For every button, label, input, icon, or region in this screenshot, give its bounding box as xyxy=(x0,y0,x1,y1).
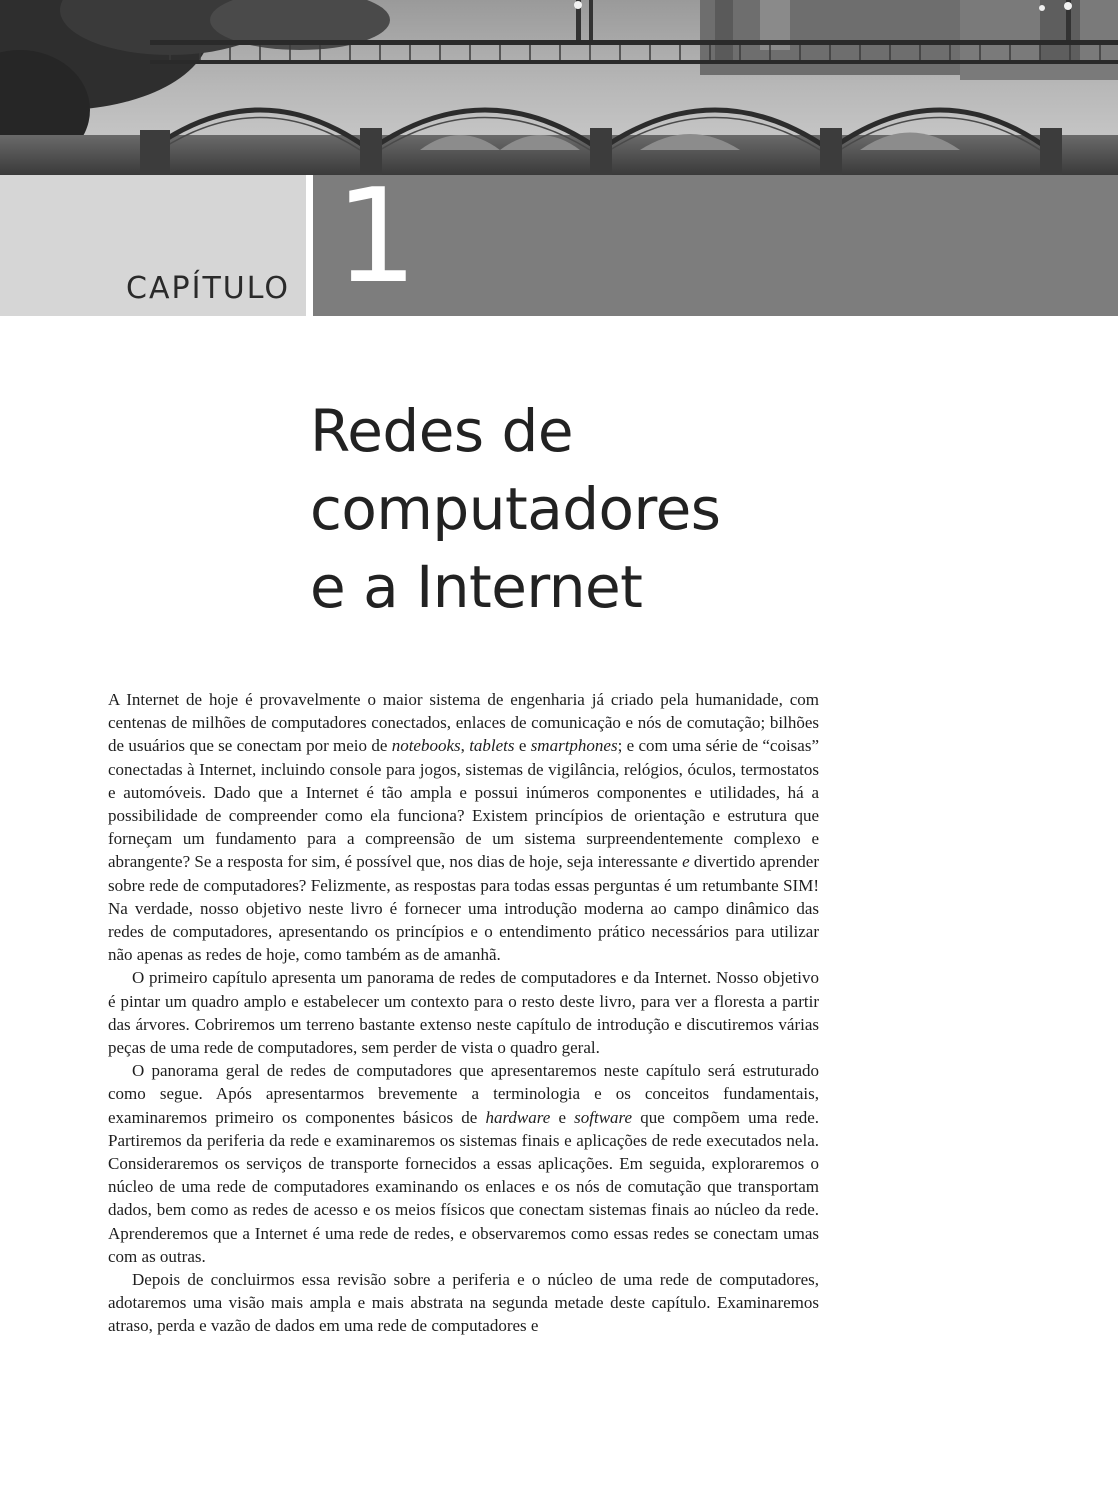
italic-term: hardware xyxy=(485,1107,551,1127)
italic-term: e xyxy=(682,852,690,872)
italic-term: tablets xyxy=(469,736,515,756)
text-run: e xyxy=(550,1107,575,1127)
chapter-label: CAPÍTULO xyxy=(126,271,290,306)
chapter-title-line: Redes de xyxy=(310,397,574,465)
chapter-title-line: computadores xyxy=(310,475,721,543)
paragraph xyxy=(108,688,819,966)
paragraph: Depois de concluirmos essa revisão sobre a periferia e o núcleo de uma rede de computadores, adotaremos uma visão mais ampla e mais abstrata na segunda metade deste capítulo. Examinaremos atraso, perda e vazão de dados em uma rede de computadores e xyxy=(108,1270,819,1336)
chapter-label-panel xyxy=(0,175,306,316)
text-run: ; e com uma série de “coisas” conectadas à Internet, incluindo console para jogos, sistemas de vigilância, relógios, óculos, termostatos e automóveis. Dado que a Internet é tão ampla e possui inúmeros componentes e utilidades, há a possibilidade de compreender como ela funciona? Existem princípios de orientação e estrutura que forneçam um fundamento para a compreensão de um sistema surpreendentemente complexo e abrangente? Se a resposta for sim, é possível que, nos dias de hoje, seja interessante xyxy=(108,736,820,872)
text-run: O panorama geral de redes de computadores que apresentaremos neste capítulo será estruturado como segue. Após apresentarmos brevemente a terminologia e os conceitos fundamentais, examinaremos primeiro os componentes básicos de xyxy=(108,1061,819,1127)
chapter-title-line: e a Internet xyxy=(310,553,643,621)
text-run: divertido aprender sobre rede de computadores? Felizmente, as respostas para todas essas perguntas é um retumbante SIM! Na verdade, nosso objetivo neste livro é fornecer uma introdução moderna ao campo dinâmico das redes de computadores, apresentando os princípios e o entendimento prático necessários para utilizar não apenas as redes de hoje, como também as de amanhã. xyxy=(108,852,819,965)
text-run: e xyxy=(514,736,531,756)
chapter-number: 1 xyxy=(335,160,418,312)
body-text xyxy=(108,688,819,1338)
paragraph xyxy=(108,1059,819,1268)
banner-divider xyxy=(306,175,313,316)
chapter-number-panel xyxy=(313,160,1118,316)
chapter-title xyxy=(310,392,721,626)
italic-term: notebooks xyxy=(391,736,461,756)
header-photo xyxy=(0,0,1118,175)
paragraph: O primeiro capítulo apresenta um panorama de redes de computadores e da Internet. Nosso objetivo é pintar um quadro amplo e estabelecer um contexto para o resto deste livro, para ver a floresta a partir das árvores. Cobriremos um terreno bastante extenso neste capítulo de introdução e discutiremos várias peças de uma rede de computadores, sem perder de vista o quadro geral. xyxy=(108,968,819,1058)
italic-term: software xyxy=(574,1107,633,1127)
chapter-banner xyxy=(0,160,1118,316)
text-run: que compõem uma rede. Partiremos da periferia da rede e examinaremos os sistemas finais e aplicações de rede executados nela. Consideraremos os serviços de transporte fornecidos a essas aplicações. Em seguida, exploraremos o núcleo de uma rede de computadores examinando os enlaces e os nós de comutação que transportam dados, bem como as redes de acesso e os meios físicos que conectam sistemas finais ao núcleo da rede. Aprenderemos que a Internet é uma rede de redes, e observaremos como essas redes se conectam umas com as outras. xyxy=(108,1107,820,1266)
text-run: A Internet de hoje é provavelmente o maior sistema de engenharia já criado pela humanidade, com centenas de milhões de computadores conectados, enlaces de comunicação e nós de comutação; bilhões de usuários que se conectam por meio de xyxy=(108,690,819,756)
italic-term: smartphones xyxy=(530,736,618,756)
text-run: , xyxy=(460,736,470,756)
